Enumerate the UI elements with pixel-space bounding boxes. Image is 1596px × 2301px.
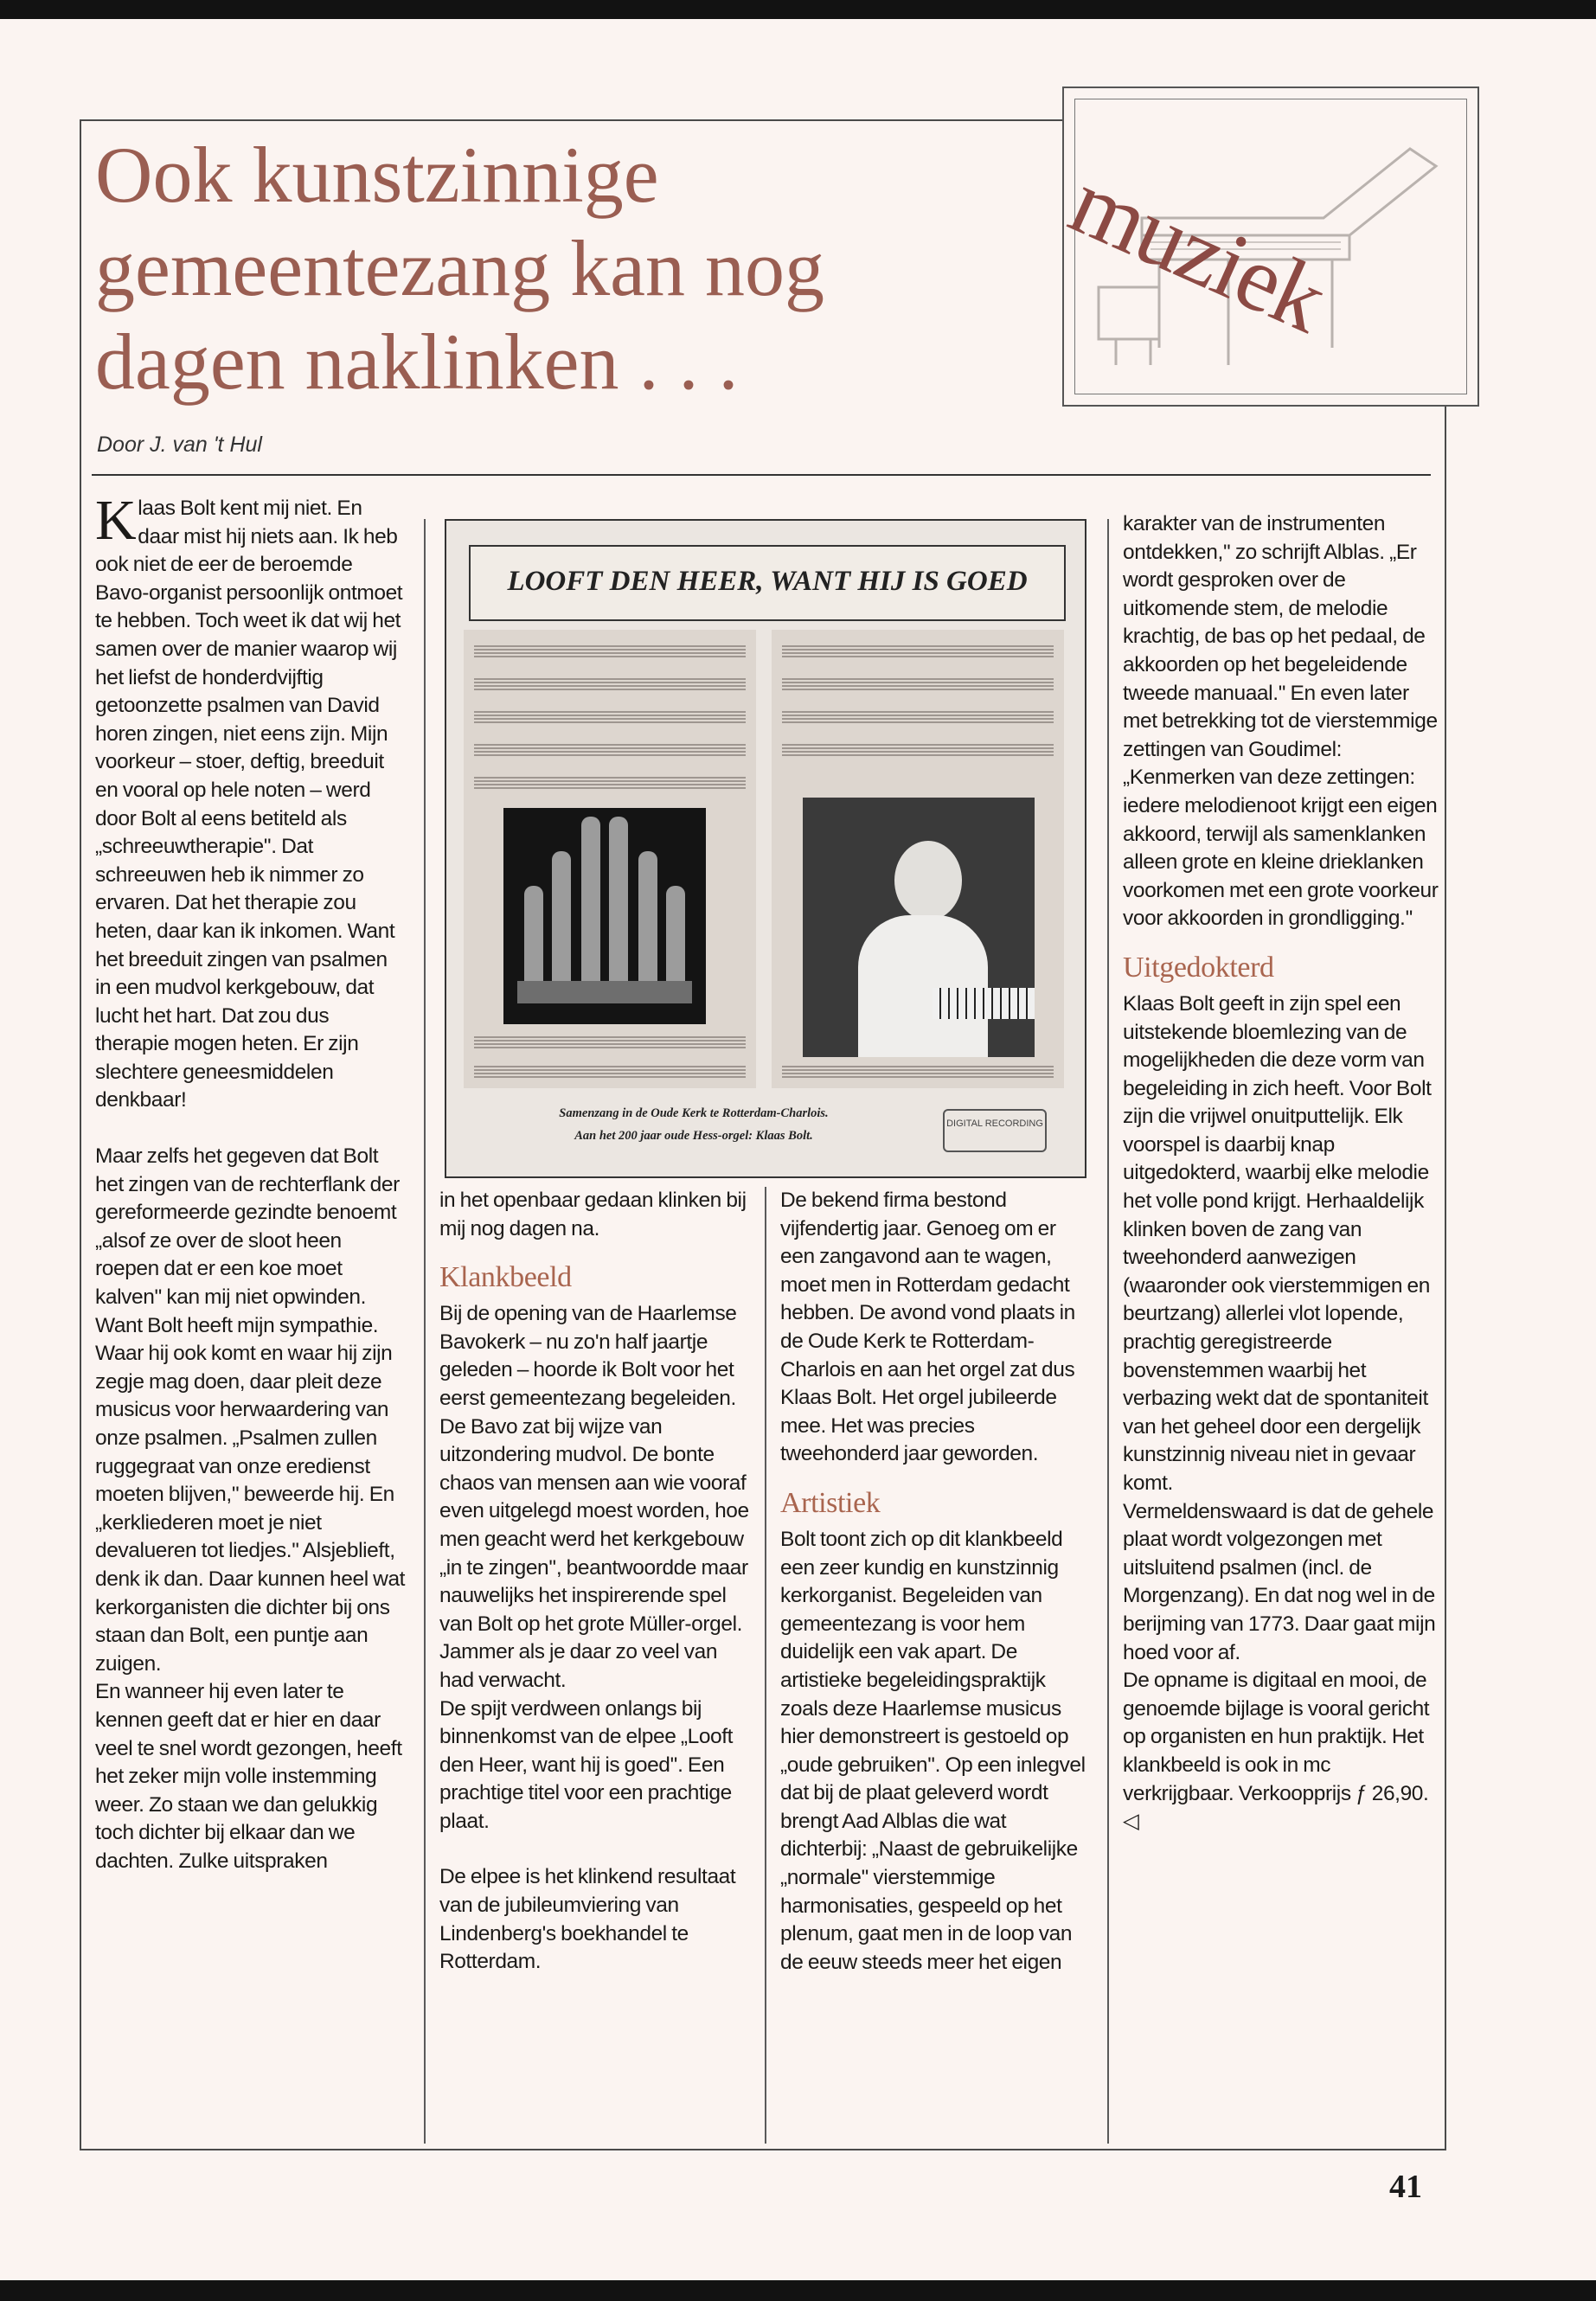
subhead-klankbeeld: Klankbeeld [439,1261,572,1294]
col4-paragraph-1: karakter van de instrumenten ontdekken,'' zo schrijft Alblas. „Er wordt gesproken over de uitkomende stem, de melodie krachtig, de bas op het pedaal, de akkoorden op het begeleidende tweede manuaal.'' En even later met betrekking tot de vierstemmige zettingen van Goudimel: „Kenmerken van deze zettingen: iedere melodienoot krijgt een eigen akkoord, terwijl als samenklanken alleen grote en kleine drieklanken voorkomen met een grote voorkeur voor akkoorden in grondligging.'' [1123,512,1439,931]
organist-body [858,915,988,1057]
col4-paragraph-4: De opname is digitaal en mooi, de genoemde bijlage is vooral gericht op organisten en hun praktijk. Het klankbeeld is ook in mc verkrijgbaar. Verkoopprijs ƒ 26,90. ◁ [1123,1669,1430,1834]
column-2 [439,1187,751,1977]
page-number: 41 [1389,2169,1422,2205]
staff-line [782,744,1054,756]
organ-base [517,981,692,1003]
record-caption-line-2: Aan het 200 jaar oude Hess-orgel: Klaas Bolt. [574,1129,813,1143]
staff-line [474,777,746,789]
staff-line [782,1066,1054,1078]
sheet-music-right [772,630,1064,1088]
column-4 [1123,510,1443,1836]
col1-paragraph-3: En wanneer hij even later te kennen geeft dat er hier en daar veel te snel wordt gezongen, heeft het zeker mijn volle instemming weer. Zo staan we dan gelukkig toch dichter bij elkaar dan we dachten. Zulke uitspraken [95,1680,402,1873]
staff-line [474,1066,746,1078]
organ-pipe [609,817,628,981]
header-rule [92,474,1431,476]
scan-bottom-border [0,2280,1596,2301]
record-cover-title: LOOFT DEN HEER, WANT HIJ IS GOED [469,545,1066,621]
col1-paragraph-1-text: laas Bolt kent mij niet. En daar mist hij niets aan. Ik heb ook niet de eer de beroemde Bavo-organist persoonlijk ontmoet te hebben. Toch weet ik dat wij het samen over de manier waarop wij het liefst de honderdvijftig getoonzette psalmen van David horen zingen, niet eens zijn. Mijn voorkeur – stoer, deftig, breeduit en vooral op hele noten – werd door Bolt al eens betiteld als „schreeuwtherapie''. Dat schreeuwen heb ik nimmer zo ervaren. Dat het therapie zou heten, daar kan ik inkomen. Want het breeduit zingen van psalmen in een mudvol kerkgebouw, dat lucht het hart. Dat zou dus therapie mogen heten. Er zijn slechtere geneesmiddelen denkbaar! [95,497,403,1112]
section-logo-box [1055,87,1479,407]
column-1 [95,489,407,1876]
byline: Door J. van 't Hul [97,433,262,457]
organ-pipe [524,886,543,981]
record-caption [469,1102,919,1147]
staff-line [474,678,746,690]
column-divider [424,519,426,2144]
record-caption-line-1: Samenzang in de Oude Kerk te Rotterdam-Charlois. [559,1106,829,1120]
organ-keyboard [933,988,1035,1019]
drop-cap: K [95,489,137,552]
staff-line [474,744,746,756]
col4-paragraph-2: Klaas Bolt geeft in zijn spel een uitstekende bloemlezing van de mogelijkheden die deze vorm van begeleiding in zich heeft. Voor Bolt zijn die vrijwel onuitputtelijk. Elk voorspel is daarbij knap uitgedokterd, waarbij elke melodie het volle pond krijgt. Herhaaldelijk klinken boven de zang van tweehonderd aanwezigen (waaronder ook vierstemmigen en beurtzang) allerlei vlot lopende, prachtig geregistreerde bovenstemmen waarbij het verbazing wekt dat de spontaniteit van het geheel door een dergelijk kunstzinnig niveau niet in gevaar komt. [1123,991,1432,1495]
staff-line [474,645,746,657]
col2-paragraph-4: De elpee is het klinkend resultaat van de jubileumviering van Lindenberg's boekhandel te Rotterdam. [439,1865,736,1974]
section-label: muziek [1055,150,1340,352]
col2-paragraph-3: De spijt verdween onlangs bij binnenkomst van de elpee „Looft den Heer, want hij is goed''. Een prachtige titel voor een prachtige plaat. [439,1696,734,1833]
staff-line [474,711,746,723]
column-divider [1107,519,1109,2144]
record-cover-image [445,519,1086,1178]
staff-line [782,645,1054,657]
subhead-artistiek: Artistiek [780,1486,881,1519]
organ-pipe [638,851,657,981]
staff-line [474,1036,746,1048]
col4-paragraph-3: Vermeldenswaard is dat de gehele plaat wordt volgezongen met uitsluitend psalmen (incl. de Morgenzang). En dat nog wel in de berijming van 1773. Daar gaat mijn hoed voor af. [1123,1499,1436,1664]
sheet-music-left [464,630,756,1088]
col1-paragraph-2: Maar zelfs het gegeven dat Bolt het zingen van de rechterflank der gereformeerde gezindte benoemt „alsof ze over de sloot heen roepen dat er een koe moet kalven'' kan mij niet opwinden. Want Bolt heeft mijn sympathie. Waar hij ook komt en waar hij zijn zegje mag doen, daar pleit deze musicus voor herwaardering van onze psalmen. „Psalmen zullen ruggegraat van onze eredienst moeten blijven,'' beweerde hij. En „kerkliederen moet je niet devalueren tot liedjes.'' Alsjeblieft, denk ik dan. Daar kunnen heel wat kerkorganisten die dichter bij ons staan dan Bolt, een puntje aan zuigen. [95,1144,406,1676]
organ-pipe [552,851,571,981]
organ-pipe [581,817,600,981]
organ-pipe [666,886,685,981]
col3-paragraph-2: Bolt toont zich op dit klankbeeld een zeer kundig en kunstzinnig kerkorganist. Begeleiden van gemeentezang is voor hem duidelijk een vak apart. De artistieke begeleidingspraktijk zoals deze Haarlemse musicus hier demonstreert is gestoeld op „oude gebruiken''. Op een inlegvel dat bij de plaat geleverd wordt brengt Aad Alblas die wat dichterbij: „Naast de gebruikelijke „normale'' vierstemmige harmonisaties, gespeeld op het plenum, gaat men in de loop van de eeuw steeds meer het eigen [780,1527,1086,1974]
article-title: Ook kunstzinnige gemeentezang kan nog dagen naklinken . . . [95,131,824,406]
column-3 [780,1187,1092,1977]
scan-top-border [0,0,1596,19]
organist-photo [803,798,1035,1057]
digital-recording-badge: DIGITAL RECORDING [943,1109,1047,1152]
staff-line [782,678,1054,690]
col2-paragraph-2: Bij de opening van de Haarlemse Bavokerk – nu zo'n half jaartje geleden – hoorde ik Bolt voor het eerst gemeentezang begeleiden. De Bavo zat bij wijze van uitzondering mudvol. De bonte chaos van mensen aan wie vooraf even uitgelegd moest worden, hoe men geacht werd het kerkgebouw „in te zingen'', beantwoordde maar nauwelijks het inspirerende spel van Bolt op het grote Müller-orgel. Jammer als je daar zo veel van had verwacht. [439,1302,749,1692]
organ-photo [503,808,706,1024]
col1-paragraph-1 [95,489,407,1115]
subhead-uitgedokterd: Uitgedokterd [1123,951,1274,984]
col2-paragraph-1: in het openbaar gedaan klinken bij mij nog dagen na. [439,1189,747,1240]
col3-paragraph-1: De bekend firma bestond vijfendertig jaar. Genoeg om er een zangavond aan te wagen, moet men in Rotterdam gedacht hebben. De avond vond plaats in de Oude Kerk te Rotterdam-Charlois en aan het orgel zat dus Klaas Bolt. Het orgel jubileerde mee. Het was precies tweehonderd jaar geworden. [780,1189,1075,1466]
column-divider [765,1187,766,2144]
staff-line [782,711,1054,723]
organist-head [894,841,962,920]
